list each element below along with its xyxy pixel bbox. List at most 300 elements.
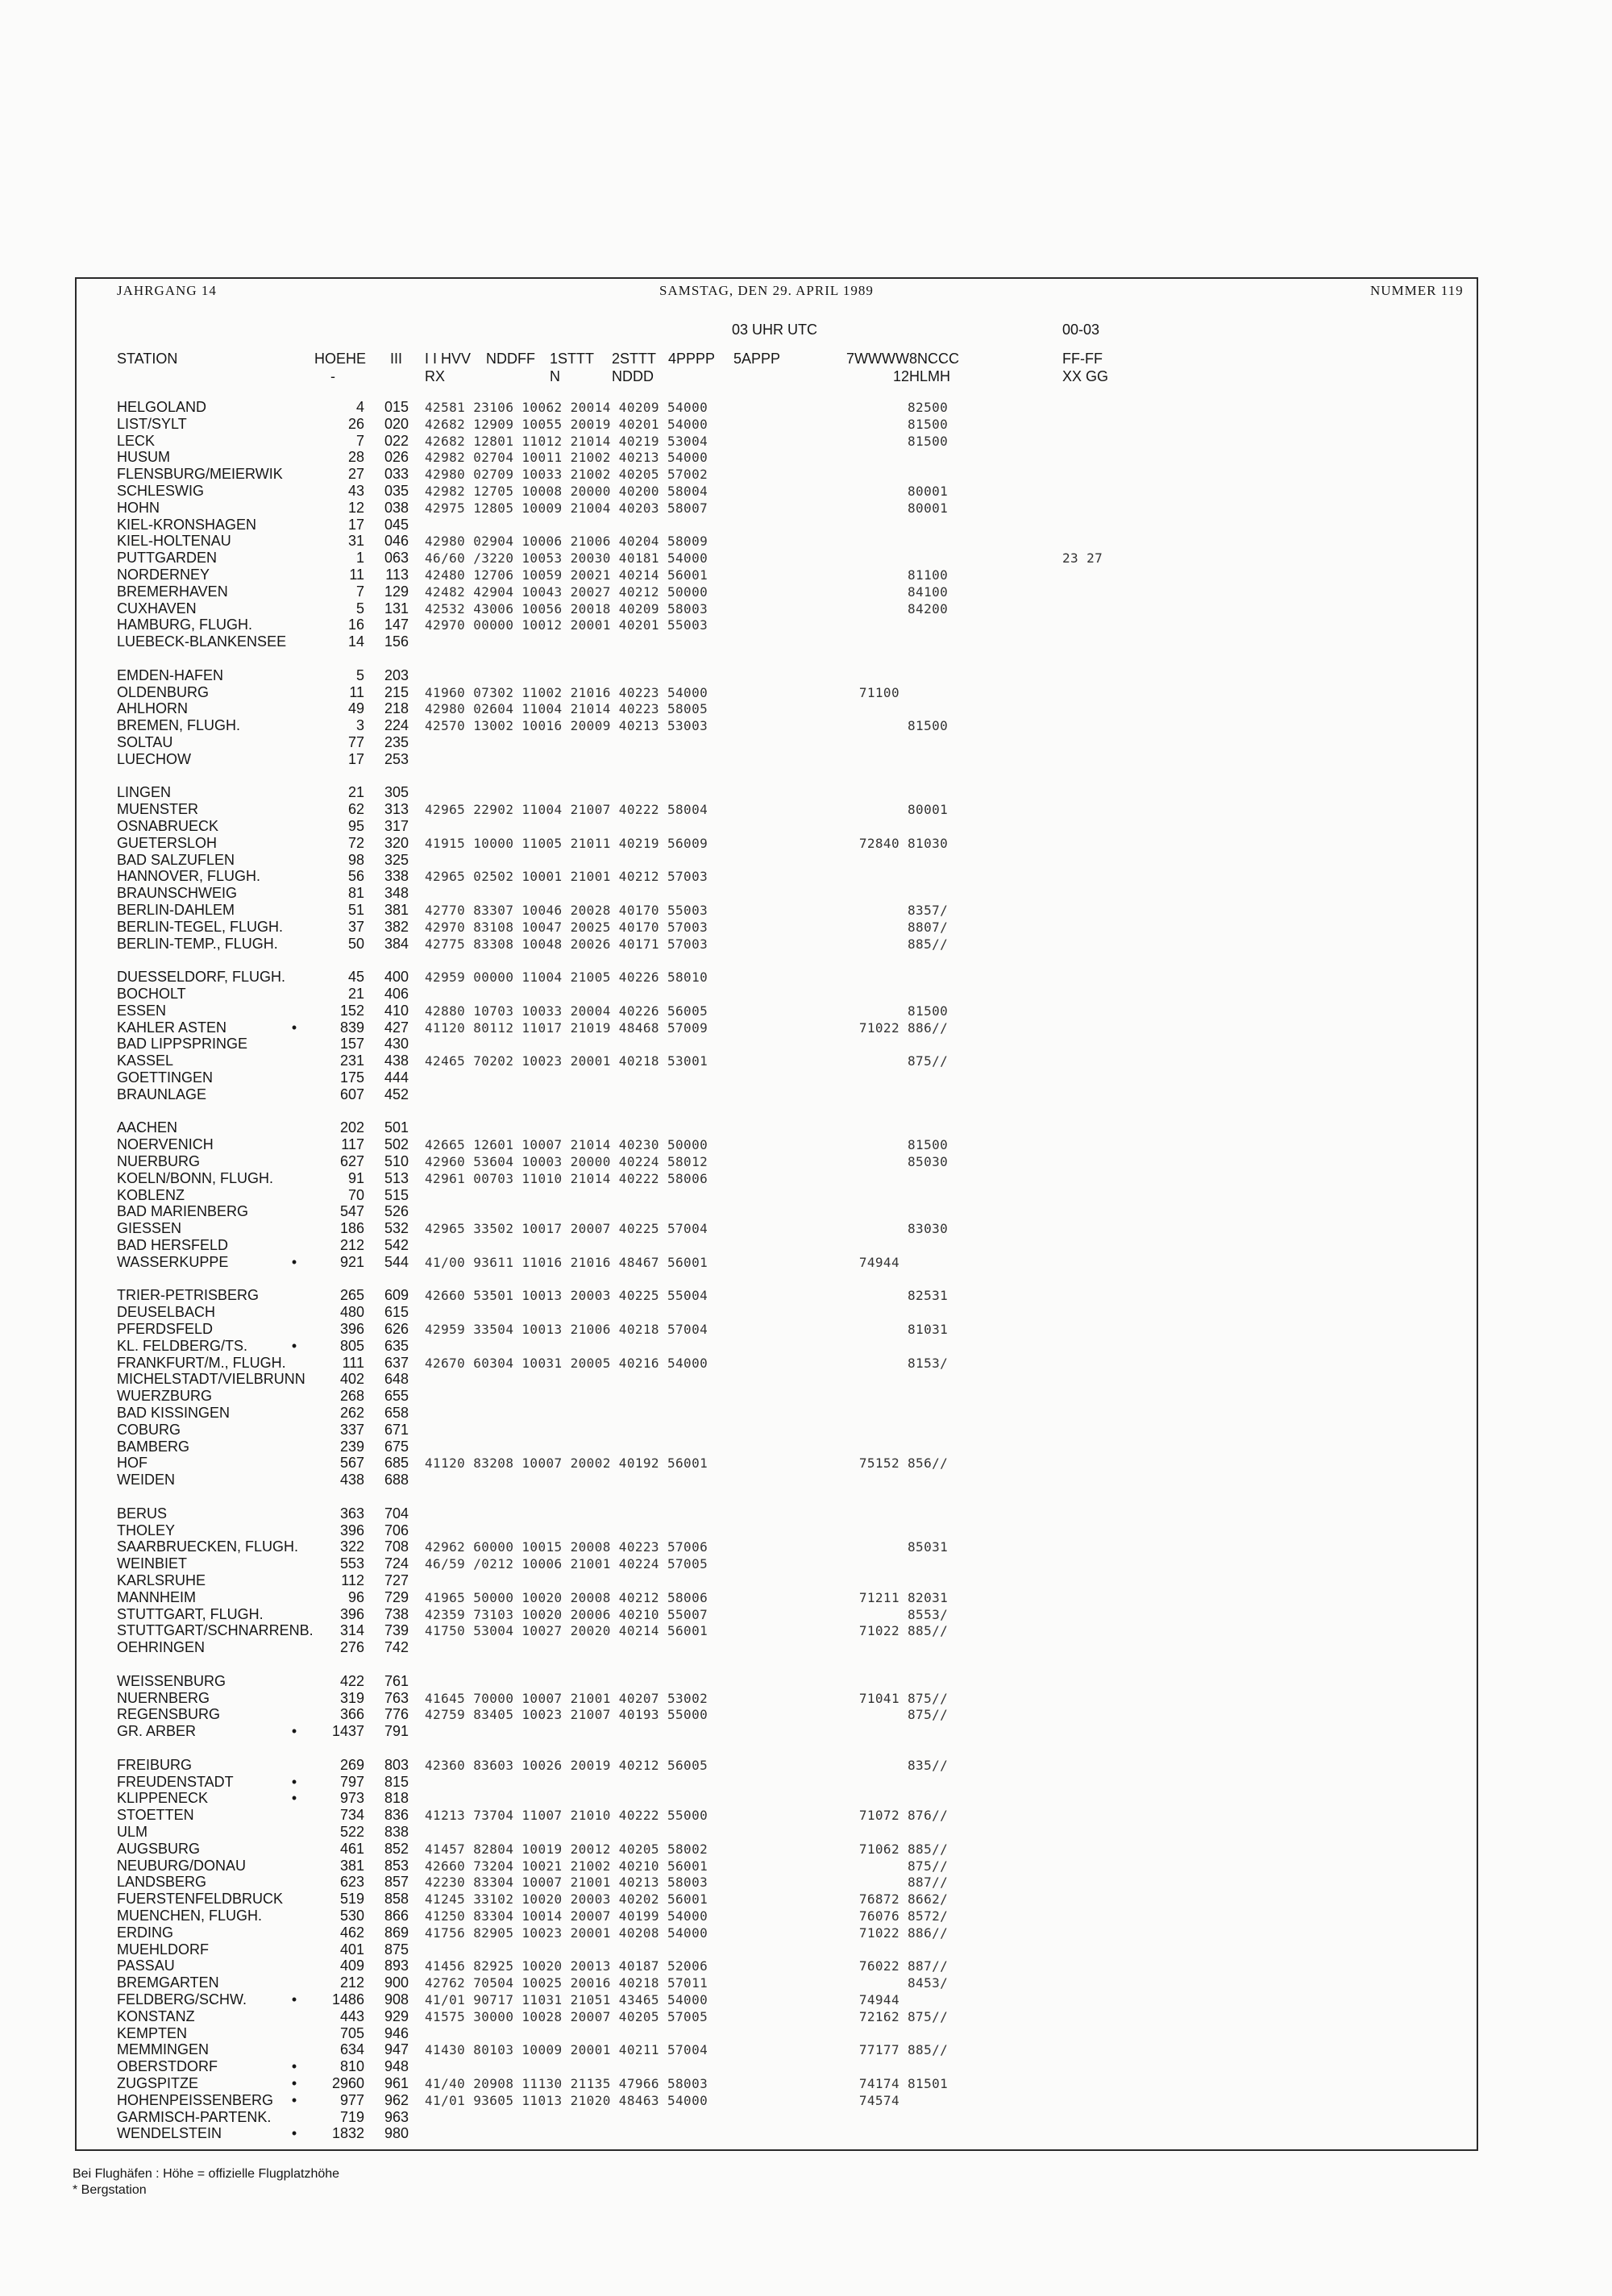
station-name: KEMPTEN	[117, 2025, 188, 2041]
station-index: 836	[384, 1807, 409, 1823]
station-index: 947	[384, 2041, 409, 2057]
station-index: 708	[384, 1538, 409, 1555]
station-height: 1	[355, 550, 364, 566]
synop-groups: 41750 53004 10027 20020 40214 56001	[425, 1623, 708, 1638]
cloud-group: 81031	[908, 1322, 949, 1337]
table-row	[0, 1858, 1612, 1875]
station-name: BAMBERG	[117, 1439, 190, 1455]
station-index: 853	[384, 1858, 409, 1874]
synop-groups: 42970 83108 10047 20025 40170 57003	[425, 920, 708, 935]
cloud-group: 8553/	[908, 1607, 949, 1622]
station-name: PUTTGARDEN	[117, 550, 218, 566]
station-index: 224	[384, 717, 409, 733]
table-row	[0, 1941, 1612, 1958]
group-8-column-header: 8NCCC HLMH	[909, 351, 960, 384]
station-height: 396	[339, 1606, 364, 1622]
table-row	[0, 1237, 1612, 1254]
station-name: AACHEN	[117, 1119, 178, 1136]
cloud-group: 85031	[908, 1539, 949, 1555]
station-height: 45	[347, 969, 364, 985]
cloud-group: 8572/	[908, 1908, 949, 1924]
station-index: 908	[384, 1991, 409, 2007]
cloud-group: 885//	[908, 1841, 949, 1857]
station-height: 17	[347, 751, 364, 767]
station-height: 409	[339, 1958, 364, 1974]
station-height: 480	[339, 1304, 364, 1320]
station-index: 900	[384, 1974, 409, 1991]
station-height: 734	[339, 1807, 364, 1823]
station-name: MEMMINGEN	[117, 2041, 209, 2057]
station-height: 607	[339, 1086, 364, 1102]
cloud-group: 885//	[908, 1623, 949, 1638]
table-row	[0, 1422, 1612, 1439]
station-index: 015	[384, 399, 409, 415]
station-name: BRAUNSCHWEIG	[117, 885, 238, 901]
group-5-column-header: 4PPPP	[668, 351, 716, 367]
table-row	[0, 1472, 1612, 1488]
station-name: LUECHOW	[117, 751, 192, 767]
group-1-column-header: I I HVV RX	[425, 351, 472, 384]
station-name: WUERZBURG	[117, 1388, 212, 1404]
station-index: 038	[384, 500, 409, 516]
station-height: 314	[339, 1622, 364, 1638]
station-name: BERLIN-TEGEL, FLUGH.	[117, 919, 284, 935]
table-row	[0, 2109, 1612, 2126]
station-height: 21	[347, 784, 364, 800]
table-row	[0, 550, 1612, 567]
station-index: 427	[384, 1019, 409, 1036]
table-row	[0, 483, 1612, 500]
cloud-group: 875//	[908, 1707, 949, 1722]
station-height: 810	[339, 2058, 364, 2074]
table-row	[0, 1908, 1612, 1924]
station-name: FLENSBURG/MEIERWIK	[117, 466, 283, 482]
table-row	[0, 667, 1612, 684]
station-name: PASSAU	[117, 1958, 175, 1974]
station-name: FREUDENSTADT	[117, 1774, 234, 1790]
cloud-group: 80001	[908, 802, 949, 817]
station-height: 530	[339, 1908, 364, 1924]
table-row	[0, 1119, 1612, 1136]
synop-groups: 42682 12909 10055 20019 40201 54000	[425, 417, 708, 432]
synop-groups: 42965 33502 10017 20007 40225 57004	[425, 1221, 708, 1236]
cloud-group: 85030	[908, 1154, 949, 1169]
station-name: SAARBRUECKEN, FLUGH.	[117, 1538, 299, 1555]
table-row	[0, 684, 1612, 701]
station-index: 513	[384, 1170, 409, 1186]
weather-group: 76872	[858, 1891, 899, 1907]
cloud-group: 80001	[908, 500, 949, 516]
station-height: 157	[339, 1036, 364, 1052]
station-name: PFERDSFELD	[117, 1321, 214, 1337]
cloud-group: 875//	[908, 1691, 949, 1706]
station-name: NUERBURG	[117, 1153, 201, 1169]
station-height: 797	[339, 1774, 364, 1790]
station-height: 152	[339, 1003, 364, 1019]
station-height: 366	[339, 1706, 364, 1722]
station-name: WEISSENBURG	[117, 1673, 226, 1689]
station-index: 444	[384, 1069, 409, 1086]
station-height: 112	[341, 1572, 364, 1588]
table-row	[0, 1003, 1612, 1019]
station-name: MUENSTER	[117, 801, 199, 817]
mountain-station-marker: •	[291, 2075, 297, 2091]
synop-groups: 42759 83405 10023 21007 40193 55000	[425, 1707, 708, 1722]
footnote-airports: Bei Flughäfen : Höhe = offizielle Flugplatzhöhe	[73, 2167, 340, 2181]
station-index: 875	[384, 1941, 409, 1958]
station-height: 438	[339, 1472, 364, 1488]
station-height: 567	[339, 1455, 364, 1471]
station-height: 26	[347, 416, 364, 432]
synop-groups: 42960 53604 10003 20000 40224 58012	[425, 1154, 708, 1169]
synop-groups: 41250 83304 10014 20007 40199 54000	[425, 1908, 708, 1924]
station-height: 461	[339, 1841, 364, 1857]
station-index: 671	[384, 1422, 409, 1438]
table-row	[0, 617, 1612, 633]
table-row	[0, 1572, 1612, 1589]
station-height: 401	[339, 1941, 364, 1958]
table-row	[0, 2125, 1612, 2142]
station-index: 020	[384, 416, 409, 432]
station-name: STUTTGART/SCHNARRENB.	[117, 1622, 314, 1638]
cloud-group: 84200	[908, 601, 949, 617]
station-name: KLIPPENECK	[117, 1790, 209, 1806]
cloud-group: 8153/	[908, 1356, 949, 1371]
station-name: KIEL-HOLTENAU	[117, 533, 231, 549]
weather-group: 76076	[858, 1908, 899, 1924]
station-height: 37	[347, 919, 364, 935]
station-index: 203	[384, 667, 409, 683]
station-height: 319	[339, 1690, 364, 1706]
station-index: 615	[384, 1304, 409, 1320]
table-row	[0, 600, 1612, 617]
station-name: LUEBECK-BLANKENSEE	[117, 633, 287, 650]
station-index: 113	[385, 567, 409, 583]
table-row	[0, 1287, 1612, 1304]
station-height: 14	[347, 633, 364, 650]
station-name: BREMERHAVEN	[117, 583, 228, 600]
station-name: WENDELSTEIN	[117, 2125, 222, 2141]
station-index: 544	[384, 1254, 409, 1270]
weather-group: 74174	[858, 2076, 899, 2091]
station-name: ERDING	[117, 1924, 174, 1941]
station-index: 803	[384, 1757, 409, 1773]
station-height: 553	[339, 1555, 364, 1571]
station-height: 81	[347, 885, 364, 901]
synop-groups: 42670 60304 10031 20005 40216 54000	[425, 1356, 708, 1371]
mountain-station-marker: •	[291, 2125, 297, 2141]
station-name: FELDBERG/SCHW.	[117, 1991, 247, 2007]
station-name: HANNOVER, FLUGH.	[117, 868, 261, 884]
synop-groups: 42982 12705 10008 20000 40200 58004	[425, 484, 708, 499]
table-row	[0, 717, 1612, 734]
station-name: COBURG	[117, 1422, 181, 1438]
table-row	[0, 969, 1612, 986]
cloud-group: 82531	[908, 1288, 949, 1303]
synop-groups: 41245 33102 10020 20003 40202 56001	[425, 1891, 708, 1907]
station-height: 62	[347, 801, 364, 817]
weather-group: 71211	[858, 1590, 899, 1605]
station-name: WEIDEN	[117, 1472, 175, 1488]
station-index: 609	[384, 1287, 409, 1303]
table-row	[0, 2025, 1612, 2042]
station-name: BAD MARIENBERG	[117, 1203, 249, 1219]
station-height: 276	[339, 1639, 364, 1655]
station-name: GARMISCH-PARTENK.	[117, 2109, 272, 2125]
cloud-group: 875//	[908, 2009, 949, 2024]
station-height: 49	[347, 700, 364, 716]
table-row	[0, 1891, 1612, 1908]
table-row	[0, 1136, 1612, 1153]
station-height: 337	[339, 1422, 364, 1438]
station-index: 382	[384, 919, 409, 935]
synop-groups: 42980 02709 10033 21002 40205 57002	[425, 467, 708, 482]
station-index: 738	[384, 1606, 409, 1622]
synop-groups: 41/00 93611 11016 21016 48467 56001	[425, 1255, 708, 1270]
synop-groups: 42959 00000 11004 21005 40226 58010	[425, 969, 708, 985]
table-row	[0, 1757, 1612, 1774]
station-index: 526	[384, 1203, 409, 1219]
station-name: HOHN	[117, 500, 160, 516]
station-name: KOELN/BONN, FLUGH.	[117, 1170, 274, 1186]
group-6-column-header: 5APPP	[733, 351, 781, 367]
station-height: 98	[347, 852, 364, 868]
station-height: 522	[339, 1824, 364, 1840]
group-4-column-header: 2STTT NDDD	[612, 351, 657, 384]
station-height: 381	[339, 1858, 364, 1874]
station-index: 510	[384, 1153, 409, 1169]
cloud-group: 80001	[908, 484, 949, 499]
station-index: 727	[384, 1572, 409, 1588]
table-row	[0, 868, 1612, 885]
station-index: 235	[384, 734, 409, 750]
synop-groups: 42962 60000 10015 20008 40223 57006	[425, 1539, 708, 1555]
station-height: 805	[339, 1338, 364, 1354]
cloud-group: 84100	[908, 584, 949, 600]
table-row	[0, 1220, 1612, 1237]
synop-groups: 41/01 90717 11031 21051 43465 54000	[425, 1992, 708, 2007]
station-name: CUXHAVEN	[117, 600, 197, 617]
weather-group: 76022	[858, 1958, 899, 1974]
cloud-group: 81501	[908, 2076, 949, 2091]
station-name: WEINBIET	[117, 1555, 188, 1571]
station-index: 046	[384, 533, 409, 549]
station-height: 3	[355, 717, 364, 733]
station-index: 739	[384, 1622, 409, 1638]
station-name: OLDENBURG	[117, 684, 210, 700]
table-row	[0, 1673, 1612, 1690]
station-height: 363	[339, 1505, 364, 1522]
cloud-group: 82031	[908, 1590, 949, 1605]
table-row	[0, 1455, 1612, 1472]
table-row	[0, 1053, 1612, 1069]
synop-groups: 42581 23106 10062 20014 40209 54000	[425, 400, 708, 415]
station-height: 12	[347, 500, 364, 516]
synop-groups: 42975 12805 10009 21004 40203 58007	[425, 500, 708, 516]
synop-groups: 42980 02604 11004 21014 40223 58005	[425, 701, 708, 716]
table-row	[0, 885, 1612, 902]
volume-label: JAHRGANG 14	[117, 283, 217, 298]
table-row	[0, 700, 1612, 717]
station-index: 961	[384, 2075, 409, 2091]
station-name: MANNHEIM	[117, 1589, 196, 1605]
station-name: KONSTANZ	[117, 2008, 195, 2024]
station-index: 761	[384, 1673, 409, 1689]
station-name: BERLIN-TEMP., FLUGH.	[117, 936, 278, 952]
station-height: 705	[339, 2025, 364, 2041]
station-height: 70	[347, 1187, 364, 1203]
station-index: 688	[384, 1472, 409, 1488]
station-name: HUSUM	[117, 449, 170, 465]
station-name: ULM	[117, 1824, 148, 1840]
station-name: STUTTGART, FLUGH.	[117, 1606, 264, 1622]
weather-group: 71041	[858, 1691, 899, 1706]
station-name: THOLEY	[117, 1522, 176, 1538]
synop-groups: 41575 30000 10028 20007 40205 57005	[425, 2009, 708, 2024]
station-index: 515	[384, 1187, 409, 1203]
table-row	[0, 1187, 1612, 1204]
station-height: 91	[347, 1170, 364, 1186]
cloud-group: 81100	[908, 567, 949, 583]
station-index: 156	[384, 633, 409, 650]
cloud-group: 835//	[908, 1758, 949, 1773]
table-row	[0, 1639, 1612, 1656]
table-row	[0, 1338, 1612, 1355]
synop-groups: 41457 82804 10019 20012 40205 58002	[425, 1841, 708, 1857]
station-index: 963	[384, 2109, 409, 2125]
station-height: 7	[355, 433, 364, 449]
synop-groups: 41213 73704 11007 21010 40222 55000	[425, 1808, 708, 1823]
station-name: NUERNBERG	[117, 1690, 210, 1706]
station-index: 381	[384, 902, 409, 918]
cloud-group: 83030	[908, 1221, 949, 1236]
station-name: KOBLENZ	[117, 1187, 185, 1203]
station-name: LECK	[117, 433, 156, 449]
table-row	[0, 986, 1612, 1003]
time-utc-heading: 03 UHR UTC	[732, 322, 818, 338]
station-index: 147	[384, 617, 409, 633]
station-height: 396	[339, 1321, 364, 1337]
gust-group: 23 27	[1062, 550, 1103, 566]
station-index: 501	[384, 1119, 409, 1136]
table-row	[0, 1321, 1612, 1338]
table-row	[0, 1203, 1612, 1220]
station-name: DEUSELBACH	[117, 1304, 216, 1320]
table-row	[0, 2008, 1612, 2025]
synop-groups: 46/59 /0212 10006 21001 40224 57005	[425, 1556, 708, 1571]
station-name: BRAUNLAGE	[117, 1086, 207, 1102]
table-row	[0, 1304, 1612, 1321]
station-index: 763	[384, 1690, 409, 1706]
table-row	[0, 466, 1612, 483]
table-row	[0, 567, 1612, 583]
station-height: 422	[339, 1673, 364, 1689]
station-height: 96	[347, 1589, 364, 1605]
station-name: BAD HERSFELD	[117, 1237, 229, 1253]
station-height: 269	[339, 1757, 364, 1773]
weather-group: 71022	[858, 1020, 899, 1036]
synop-groups: 42970 00000 10012 20001 40201 55003	[425, 617, 708, 633]
station-name: FUERSTENFELDBRUCK	[117, 1891, 284, 1907]
station-name: WASSERKUPPE	[117, 1254, 229, 1270]
synop-groups: 41756 82905 10023 20001 40208 54000	[425, 1925, 708, 1941]
station-name: TRIER-PETRISBERG	[117, 1287, 260, 1303]
station-height: 212	[339, 1974, 364, 1991]
cloud-group: 81500	[908, 417, 949, 432]
time-range-heading: 00-03	[1062, 322, 1100, 338]
station-height: 973	[339, 1790, 364, 1806]
station-index: 658	[384, 1405, 409, 1421]
station-index: 869	[384, 1924, 409, 1941]
synop-groups: 42762 70504 10025 20016 40218 57011	[425, 1975, 708, 1991]
mountain-station-marker: •	[291, 1254, 297, 1270]
station-name: BREMEN, FLUGH.	[117, 717, 241, 733]
station-name: EMDEN-HAFEN	[117, 667, 224, 683]
synop-groups: 42770 83307 10046 20028 40170 55003	[425, 903, 708, 918]
station-index: 313	[384, 801, 409, 817]
synop-groups: 41120 83208 10007 20002 40192 56001	[425, 1455, 708, 1471]
mountain-station-marker: •	[291, 1338, 297, 1354]
table-row	[0, 2058, 1612, 2075]
station-height: 627	[339, 1153, 364, 1169]
station-height: 921	[339, 1254, 364, 1270]
station-index: 502	[384, 1136, 409, 1152]
station-index: 948	[384, 2058, 409, 2074]
station-name: GOETTINGEN	[117, 1069, 214, 1086]
station-index: 045	[384, 517, 409, 533]
station-index: 215	[384, 684, 409, 700]
station-index: 430	[384, 1036, 409, 1052]
group-7-column-header: 7WWWW 12	[846, 351, 909, 384]
station-height: 262	[339, 1405, 364, 1421]
station-name: AUGSBURG	[117, 1841, 201, 1857]
mountain-station-marker: •	[291, 1019, 297, 1036]
station-index: 626	[384, 1321, 409, 1337]
weather-group: 74944	[858, 1992, 899, 2007]
synop-groups: 42360 83603 10026 20019 40212 56005	[425, 1758, 708, 1773]
iii-column-header: III	[390, 351, 403, 367]
table-row	[0, 1924, 1612, 1941]
mountain-station-marker: •	[291, 1723, 297, 1739]
synop-groups: 42880 10703 10033 20004 40226 56005	[425, 1003, 708, 1019]
station-column-header: STATION	[117, 351, 178, 367]
station-height: 31	[347, 533, 364, 549]
station-name: NEUBURG/DONAU	[117, 1858, 247, 1874]
table-row	[0, 633, 1612, 650]
table-row	[0, 1974, 1612, 1991]
station-height: 396	[339, 1522, 364, 1538]
table-row	[0, 500, 1612, 517]
synop-groups: 42982 02704 10011 21002 40213 54000	[425, 450, 708, 465]
station-height: 547	[339, 1203, 364, 1219]
table-row	[0, 583, 1612, 600]
table-row	[0, 399, 1612, 416]
group-9-column-header: FF-FF XX GG	[1062, 351, 1109, 384]
table-row	[0, 1371, 1612, 1388]
station-index: 818	[384, 1790, 409, 1806]
station-height: 7	[355, 583, 364, 600]
station-index: 033	[384, 466, 409, 482]
synop-groups: 41430 80103 10009 20001 40211 57004	[425, 2042, 708, 2057]
synop-groups: 42965 02502 10001 21001 40212 57003	[425, 869, 708, 884]
station-name: FRANKFURT/M., FLUGH.	[117, 1355, 286, 1371]
station-name: MICHELSTADT/VIELBRUNN	[117, 1371, 305, 1387]
station-height: 202	[339, 1119, 364, 1136]
cloud-group: 82500	[908, 400, 949, 415]
weather-group: 71072	[858, 1808, 899, 1823]
table-row	[0, 1874, 1612, 1891]
cloud-group: 875//	[908, 1858, 949, 1874]
